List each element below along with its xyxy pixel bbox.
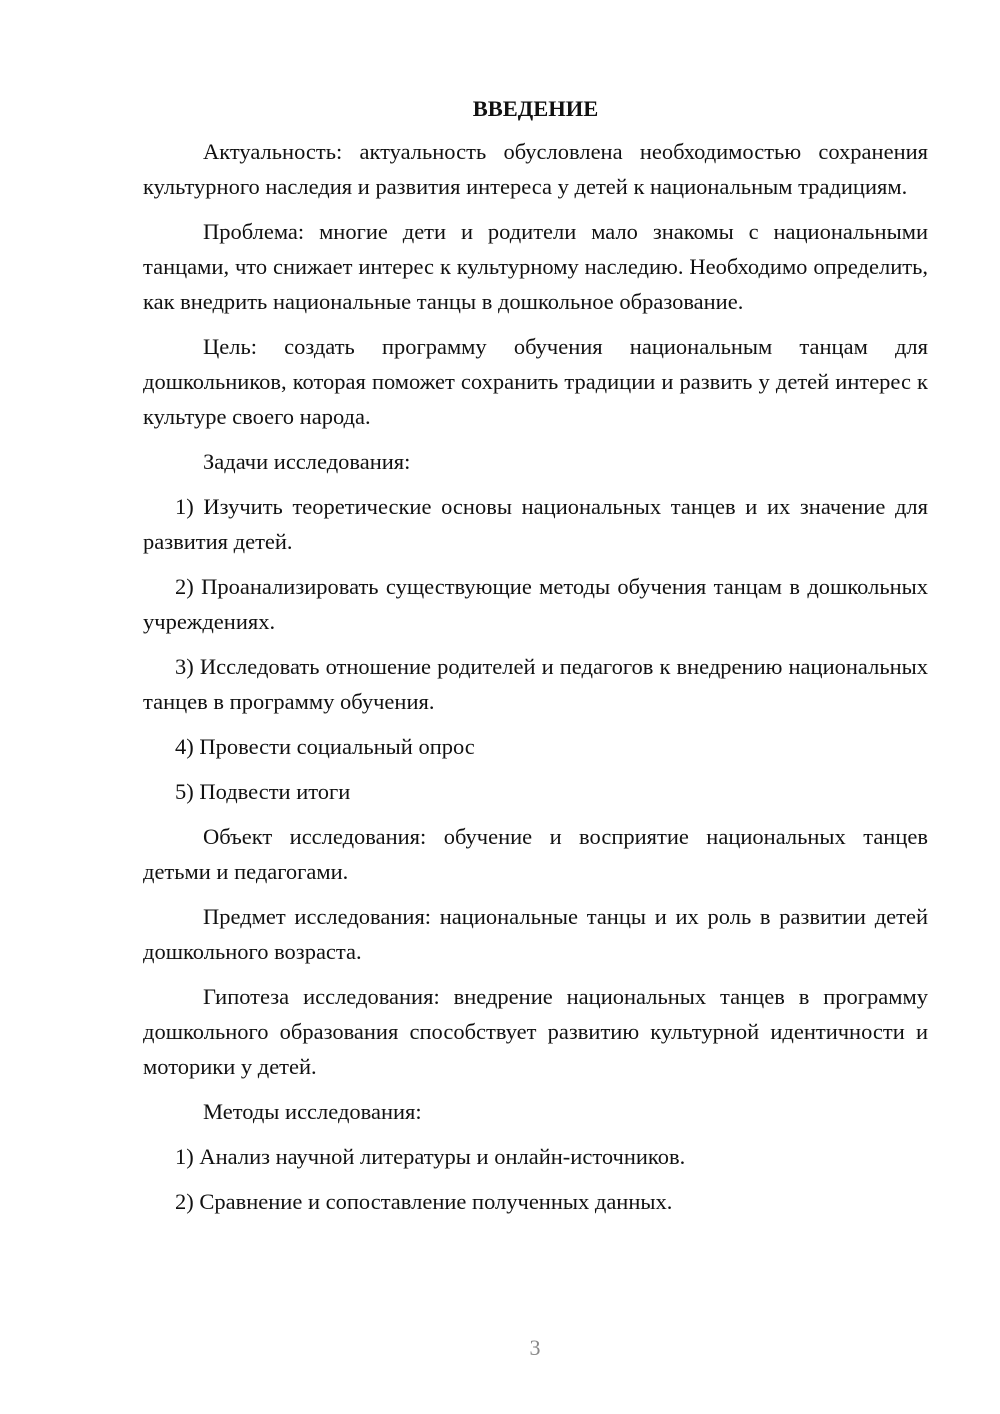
page-title: ВВЕДЕНИЕ bbox=[472, 96, 599, 121]
task-item-1: 1) Изучить теоретические основы национальных танцев и их значение для развития детей. bbox=[143, 494, 928, 554]
subject-paragraph: Предмет исследования: национальные танцы и их роль в развитии детей дошкольного возраста. bbox=[143, 904, 928, 964]
page-number: 3 bbox=[529, 1335, 541, 1360]
task-item-5: 5) Подвести итоги bbox=[175, 779, 351, 804]
task-item-2: 2) Проанализировать существующие методы обучения танцам в дошкольных учреждениях. bbox=[143, 574, 928, 634]
page-content bbox=[143, 94, 928, 1229]
relevance-paragraph: Актуальность: актуальность обусловлена необходимостью сохранения культурного наследия и развития интереса у детей к национальным традициям. bbox=[143, 139, 928, 199]
method-item-1: 1) Анализ научной литературы и онлайн-источников. bbox=[175, 1144, 686, 1169]
goal-paragraph: Цель: создать программу обучения национальным танцам для дошкольников, которая поможет сохранить традиции и развить у детей интерес к культуре своего народа. bbox=[143, 334, 928, 429]
task-item-4: 4) Провести социальный опрос bbox=[175, 734, 475, 759]
method-item-2: 2) Сравнение и сопоставление полученных данных. bbox=[175, 1189, 673, 1214]
hypothesis-paragraph: Гипотеза исследования: внедрение национальных танцев в программу дошкольного образования способствует развитию культурной идентичности и моторики у детей. bbox=[143, 984, 928, 1079]
tasks-heading: Задачи исследования: bbox=[203, 449, 411, 474]
task-item-3: 3) Исследовать отношение родителей и педагогов к внедрению национальных танцев в программу обучения. bbox=[143, 654, 928, 714]
methods-heading: Методы исследования: bbox=[203, 1099, 422, 1124]
object-paragraph: Объект исследования: обучение и восприятие национальных танцев детьми и педагогами. bbox=[143, 824, 928, 884]
problem-paragraph: Проблема: многие дети и родители мало знакомы с национальными танцами, что снижает интерес к культурному наследию. Необходимо определить, как внедрить национальные танцы в дошкольное образование. bbox=[143, 219, 928, 314]
